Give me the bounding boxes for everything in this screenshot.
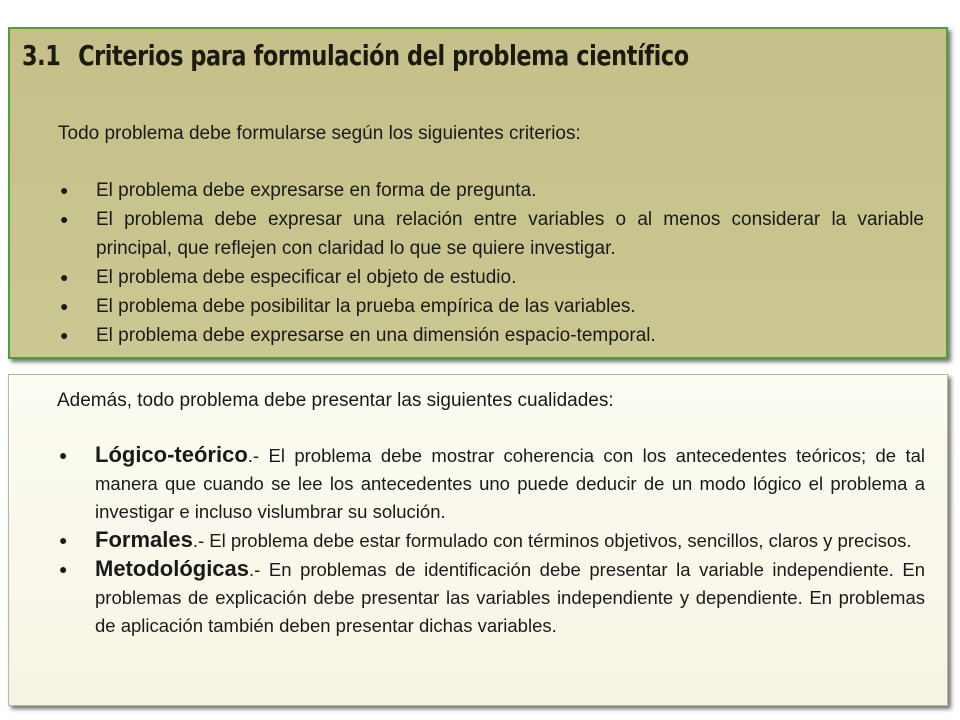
criterion-text: El problema debe especificar el objeto de estudio. (96, 267, 517, 288)
bullet-icon: ● (60, 269, 69, 285)
list-item (58, 292, 924, 321)
section-number: 3.1 (22, 39, 61, 72)
criteria-panel (8, 27, 948, 359)
list-item (57, 441, 925, 526)
bullet-icon: ● (60, 298, 69, 314)
bullet-icon: ● (59, 532, 68, 548)
qualities-panel (8, 374, 948, 706)
criteria-list (58, 176, 924, 350)
list-item (57, 526, 925, 555)
list-item (58, 176, 924, 205)
criteria-intro: Todo problema debe formularse según los siguientes criterios: (58, 123, 581, 144)
qualities-list (57, 441, 925, 640)
criterion-text: El problema debe expresar una relación entre variables o al menos considerar la variable principal, que reflejen con claridad lo que se quiere investigar. (96, 209, 924, 259)
bullet-icon: ● (60, 182, 69, 198)
section-title-text: Criterios para formulación del problema científico (78, 39, 689, 72)
quality-text: .- El problema debe estar formulado con términos objetivos, sencillos, claros y precisos. (192, 530, 912, 551)
criterion-text: El problema debe expresarse en una dimensión espacio-temporal. (96, 325, 656, 346)
section-title (22, 39, 689, 72)
quality-term: Formales (95, 527, 193, 552)
criterion-text: El problema debe posibilitar la prueba empírica de las variables. (96, 296, 636, 317)
quality-text: .- El problema debe mostrar coherencia con los antecedentes teóricos; de tal manera que cuando se lee los antecedentes uno puede deducir de un modo lógico el problema a investigar e incluso vislumbrar su solución. (95, 445, 925, 522)
list-item (58, 321, 924, 350)
list-item (58, 205, 924, 263)
bullet-icon: ● (59, 561, 68, 577)
bullet-icon: ● (60, 211, 69, 227)
quality-term: Metodológicas (95, 556, 250, 581)
list-item (58, 263, 924, 292)
qualities-intro: Además, todo problema debe presentar las siguientes cualidades: (57, 390, 614, 411)
list-item (57, 555, 925, 640)
criterion-text: El problema debe expresarse en forma de pregunta. (96, 180, 537, 201)
bullet-icon: ● (60, 327, 69, 343)
quality-text: .- En problemas de identificación debe presentar la variable independiente. En problemas de explicación debe presentar las variables independiente y dependiente. En problemas de aplicación también deben presentar dichas variables. (95, 559, 925, 636)
quality-term: Lógico-teórico (95, 442, 248, 467)
bullet-icon: ● (59, 447, 68, 463)
